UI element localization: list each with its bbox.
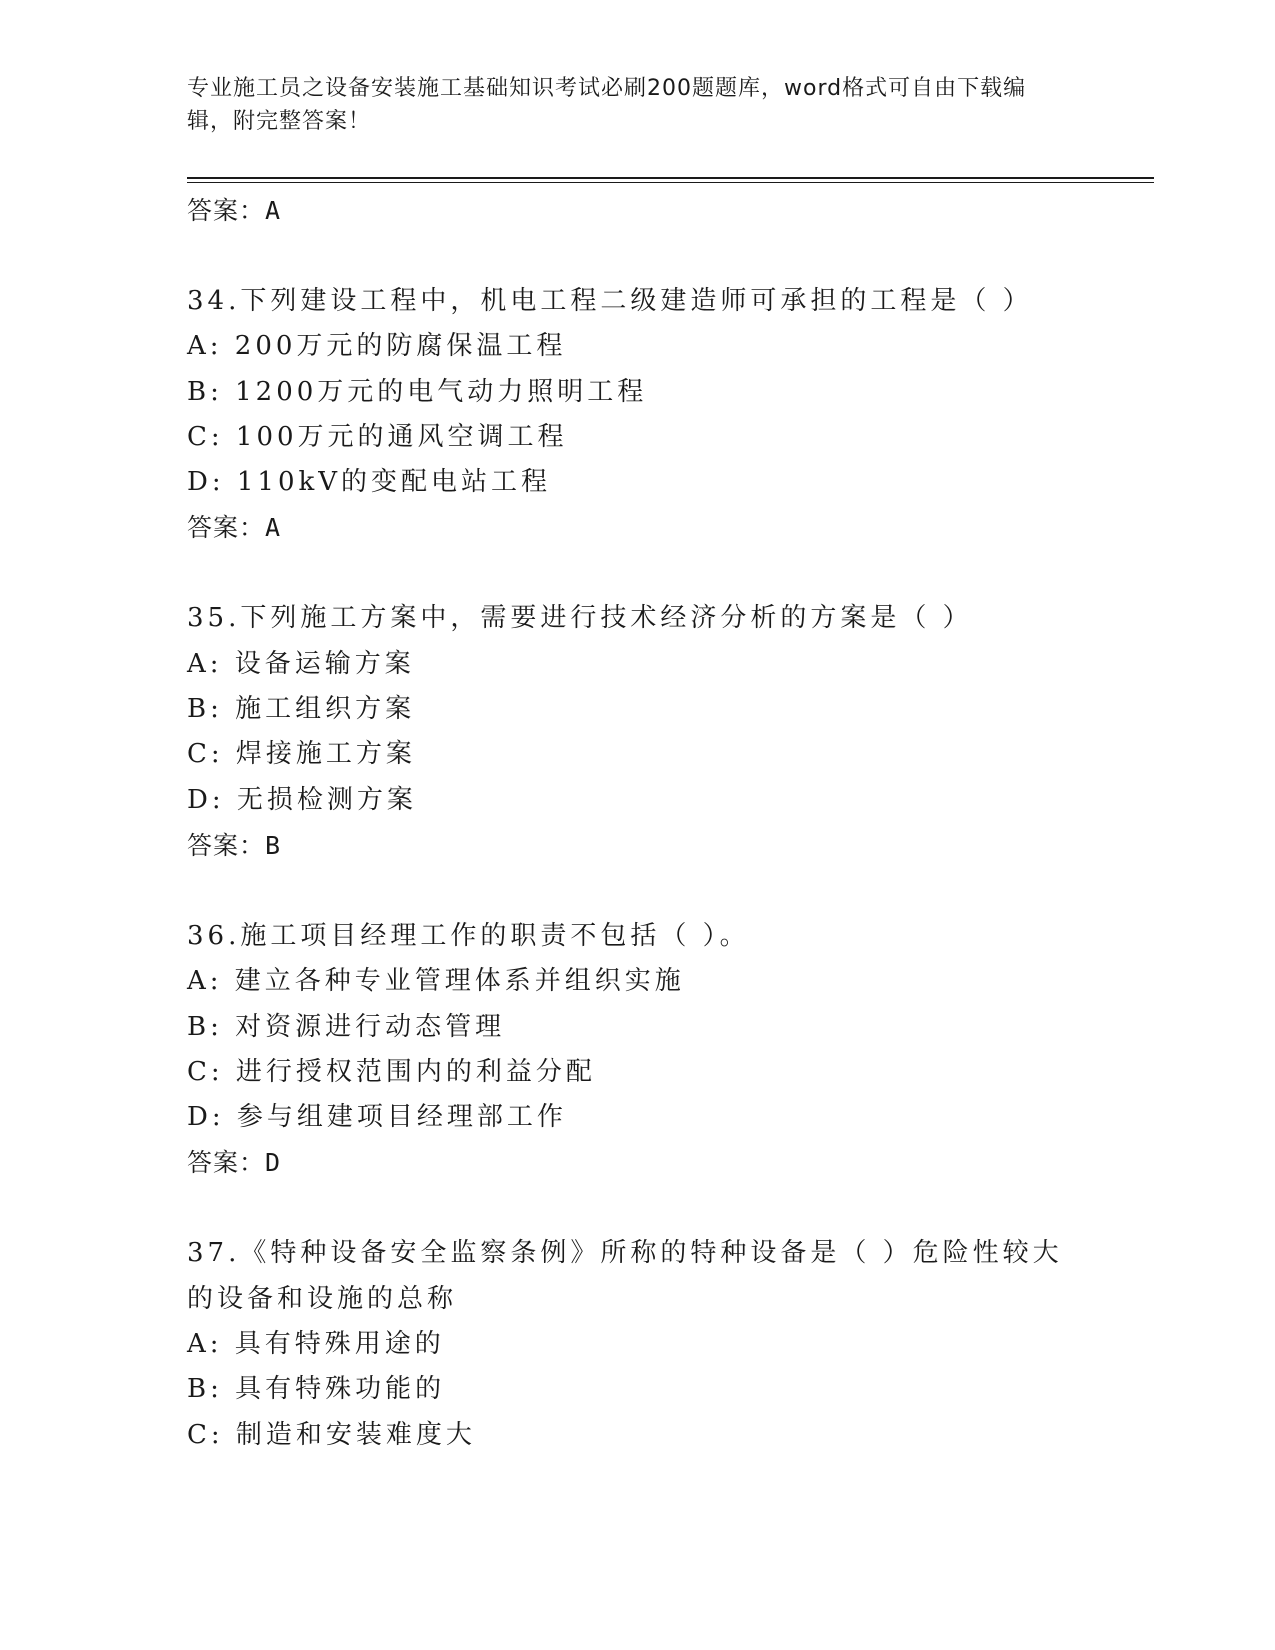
document-header: 专业施工员之设备安装施工基础知识考试必刷200题题库，word格式可自由下载编辑，附完整答案！ [187, 76, 1027, 134]
answer-value: A [265, 196, 282, 225]
question-block [187, 1231, 1154, 1457]
answer-value: A [265, 513, 282, 543]
answer-value: D [265, 1148, 282, 1178]
question-text: 35.下列施工方案中，需要进行技术经济分析的方案是（ ） [187, 603, 973, 634]
option-b: B: 对资源进行动态管理 [187, 1011, 506, 1042]
header-divider-thin [187, 182, 1154, 183]
option-d: D: 无损检测方案 [187, 784, 417, 815]
option-c: C: 焊接施工方案 [187, 739, 416, 770]
option-a: A: 设备运输方案 [187, 648, 415, 679]
answer-line [187, 823, 1154, 868]
question-block [187, 914, 1154, 1185]
answer-label: 答案： [187, 830, 266, 860]
question-text: 36.施工项目经理工作的职责不包括（ ）。 [187, 920, 750, 951]
answer-label: 答案： [187, 196, 266, 225]
option-c: C: 制造和安装难度大 [187, 1419, 476, 1450]
option-d: D: 110kV的变配电站工程 [187, 467, 552, 498]
answer-label: 答案： [187, 513, 266, 543]
answer-label: 答案： [187, 1148, 266, 1178]
option-a: A: 具有特殊用途的 [187, 1329, 445, 1360]
option-b: B: 具有特殊功能的 [187, 1374, 446, 1405]
question-block [187, 596, 1154, 867]
answer-line [187, 188, 1154, 233]
option-d: D: 参与组建项目经理部工作 [187, 1102, 567, 1133]
question-block [187, 279, 1154, 550]
question-text: 37.《特种设备安全监察条例》所称的特种设备是（ ）危险性较大的设备和设施的总称 [187, 1238, 1063, 1314]
question-text: 34.下列建设工程中，机电工程二级建造师可承担的工程是（ ） [187, 286, 1033, 316]
option-a: A: 建立各种专业管理体系并组织实施 [187, 966, 685, 997]
option-c: C: 进行授权范围内的利益分配 [187, 1056, 596, 1087]
answer-line [187, 1140, 1154, 1185]
header-divider-thick [187, 177, 1154, 179]
answer-line [187, 505, 1154, 550]
option-b: B: 1200万元的电气动力照明工程 [187, 376, 648, 407]
option-b: B: 施工组织方案 [187, 694, 416, 725]
question-list [187, 188, 1154, 1458]
option-a: A: 200万元的防腐保温工程 [187, 331, 567, 362]
option-c: C: 100万元的通风空调工程 [187, 421, 568, 452]
answer-value: B [265, 830, 282, 860]
